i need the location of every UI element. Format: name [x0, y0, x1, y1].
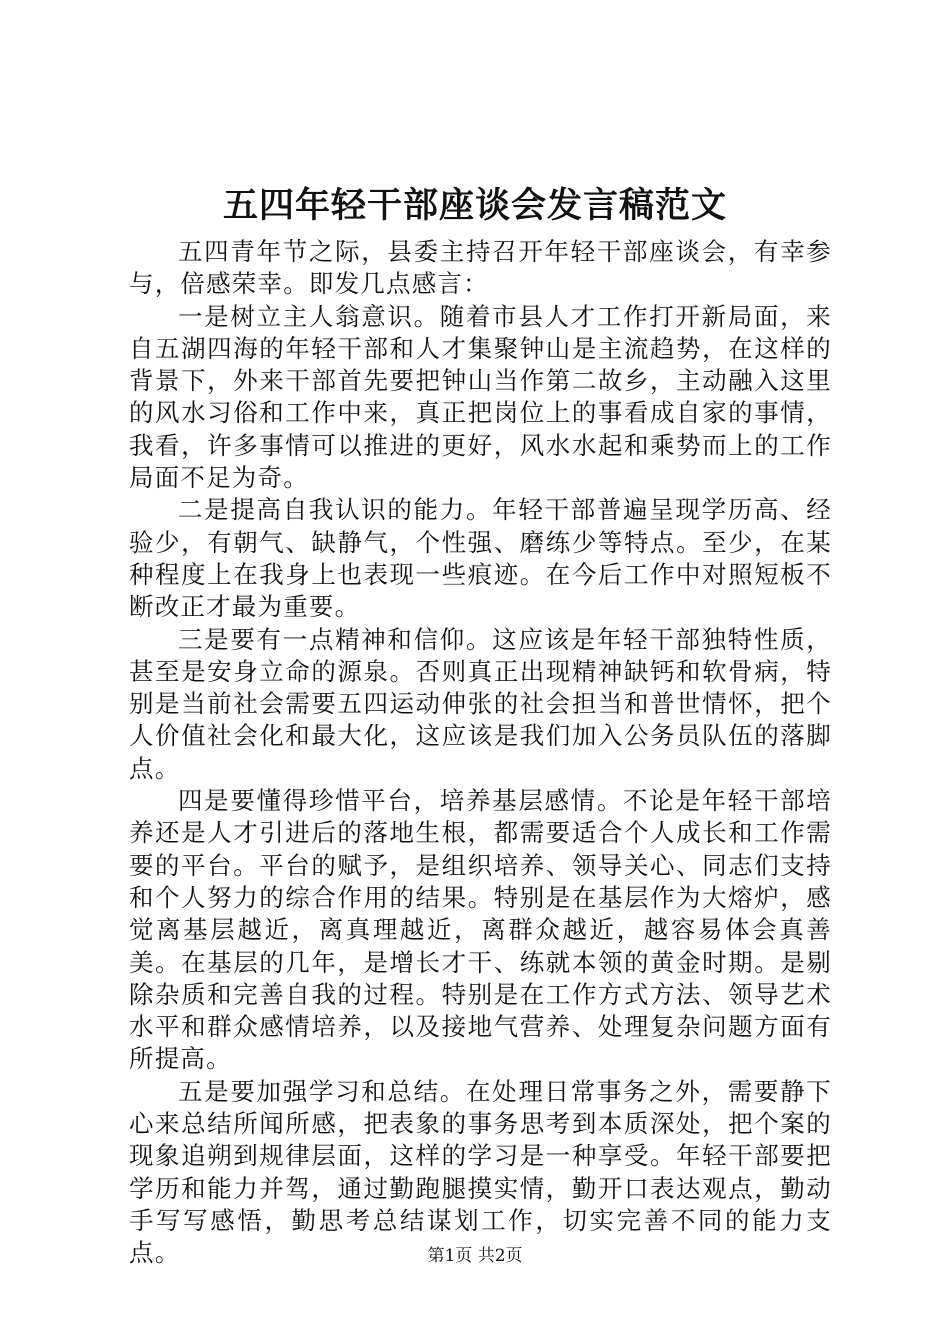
document-body [129, 236, 832, 1270]
paragraph-point-1: 一是树立主人翁意识。随着市县人才工作打开新局面，来自五湖四海的年轻干部和人才集聚钟山是主流趋势，在这样的背景下，外来干部首先要把钟山当作第二故乡，主动融入这里的风水习俗和工作中来，真正把岗位上的事看成自家的事情，我看，许多事情可以推进的更好，风水水起和乘势而上的工作局面不足为奇。 [129, 301, 832, 493]
paragraph-point-4: 四是要懂得珍惜平台，培养基层感情。不论是年轻干部培养还是人才引进后的落地生根，都需要适合个人成长和工作需要的平台。平台的赋予，是组织培养、领导关心、同志们支持和个人努力的综合作用的结果。特别是在基层作为大熔炉，感觉离基层越近，离真理越近，离群众越近，越容易体会真善美。在基层的几年，是增长才干、练就本领的黄金时期。是剔除杂质和完善自我的过程。特别是在工作方式方法、领导艺术水平和群众感情培养，以及接地气营养、处理复杂问题方面有所提高。 [129, 786, 832, 1074]
paragraph-intro: 五四青年节之际，县委主持召开年轻干部座谈会，有幸参与，倍感荣幸。即发几点感言： [129, 237, 832, 299]
page-footer: 第1页 共2页 [427, 1246, 523, 1266]
paragraph-point-3: 三是要有一点精神和信仰。这应该是年轻干部独特性质，甚至是安身立命的源泉。否则真正出现精神缺钙和软骨病，特别是当前社会需要五四运动伸张的社会担当和普世情怀，把个人价值社会化和最大化，这应该是我们加入公务员队伍的落脚点。 [129, 624, 832, 783]
document-title: 五四年轻干部座谈会发言稿范文 [222, 185, 727, 226]
paragraph-point-2: 二是提高自我认识的能力。年轻干部普遍呈现学历高、经验少，有朝气、缺静气，个性强、磨练少等特点。至少，在某种程度上在我身上也表现一些痕迹。在今后工作中对照短板不断改正才最为重要。 [129, 495, 832, 622]
paragraph-point-5: 五是要加强学习和总结。在处理日常事务之外，需要静下心来总结所闻所感，把表象的事务思考到本质深处，把个案的现象追朔到规律层面，这样的学习是一种享受。年轻干部要把学历和能力并驾，通过勤跑腿摸实情，勤开口表达观点，勤动手写写感悟，勤思考总结谋划工作，切实完善不同的能力支点。 [129, 1076, 832, 1268]
